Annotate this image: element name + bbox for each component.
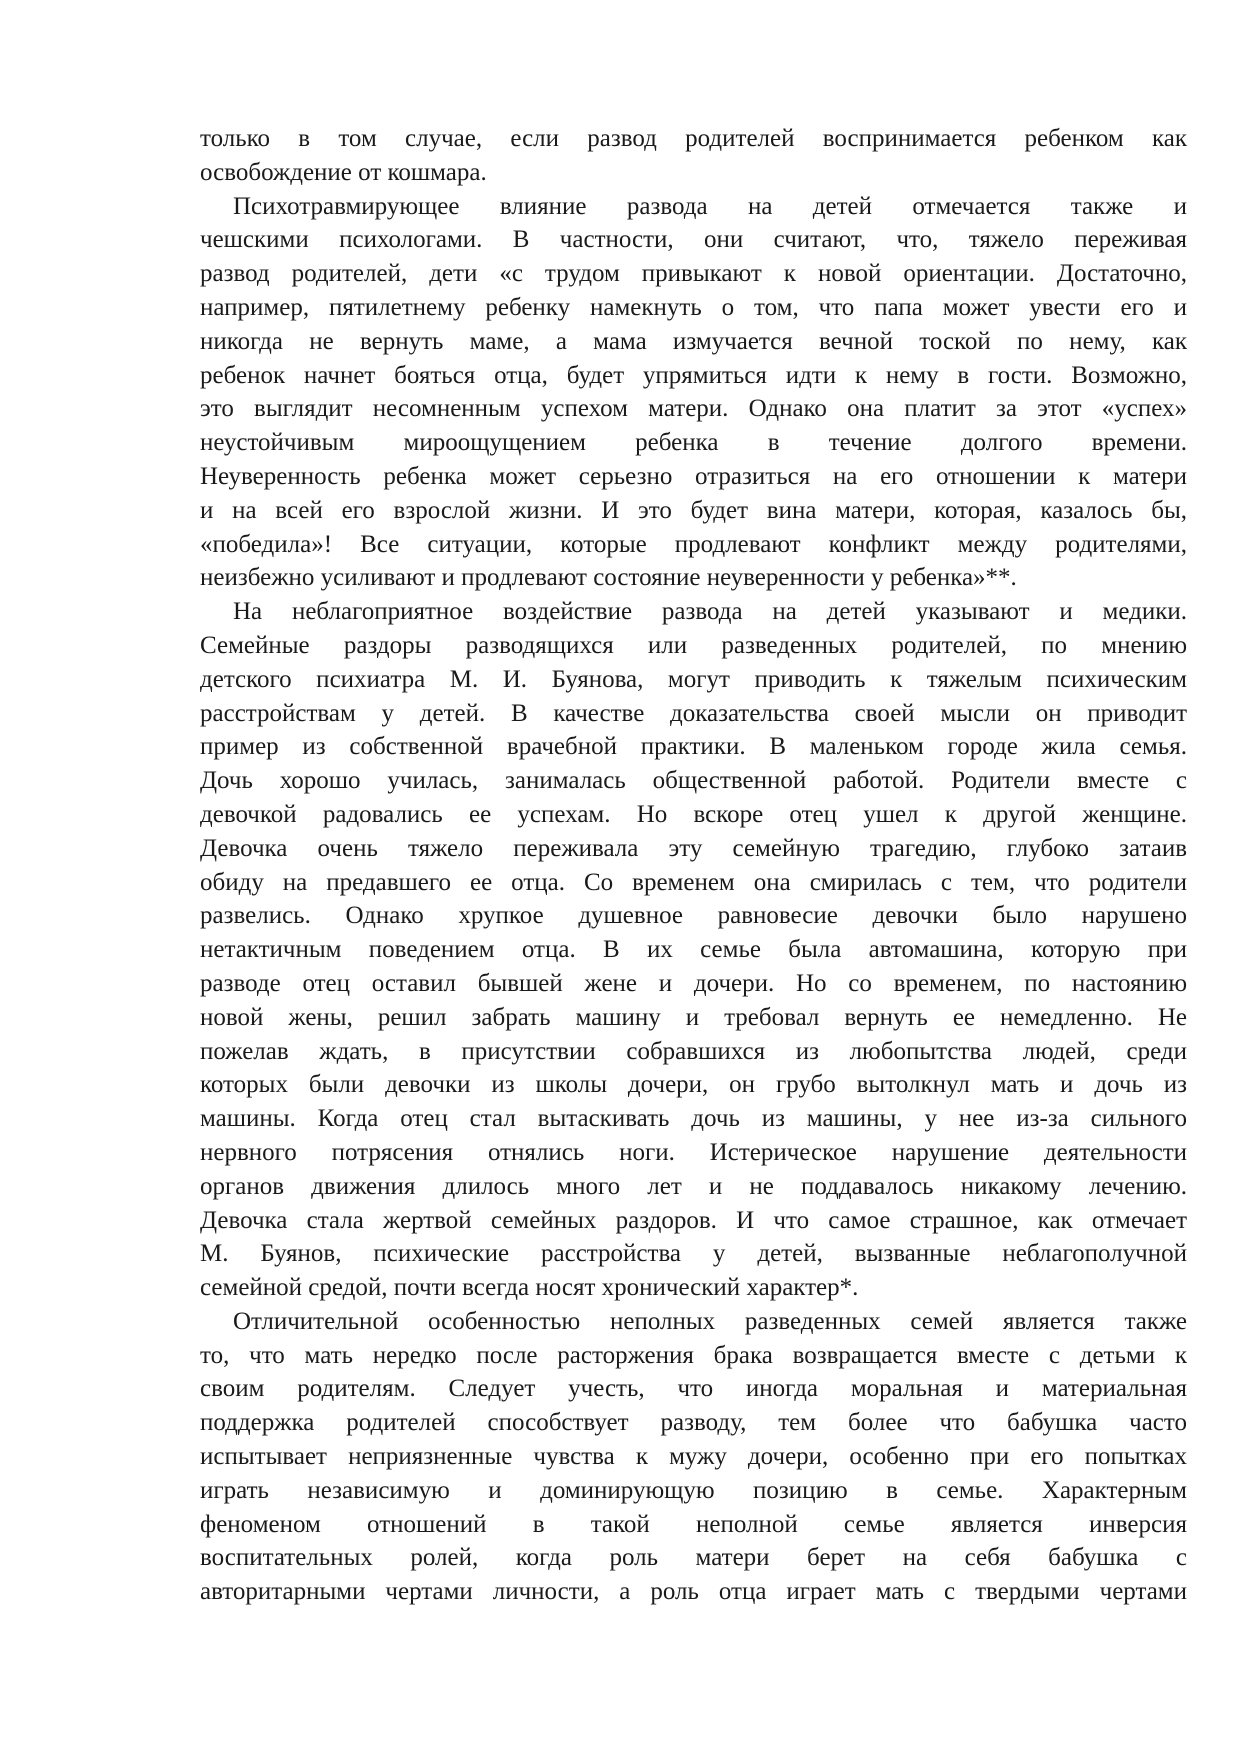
text-line: играть независимую и доминирующую позицию в семье. Характерным (200, 1476, 1187, 1504)
text-line: новой жены, решил забрать машину и требовал вернуть ее немедленно. Не (200, 1003, 1187, 1031)
text-line: детского психиатра М. И. Буянова, могут приводить к тяжелым психическим (200, 665, 1187, 693)
text-line: расстройствам у детей. В качестве доказательства своей мысли он приводит (200, 699, 1187, 727)
paragraph (200, 595, 1187, 1305)
text-line: авторитарными чертами личности, а роль отца играет мать с твердыми чертами (200, 1578, 1187, 1606)
text-line: только в том случае, если развод родителей воспринимается ребенком как (200, 125, 1187, 152)
text-line: разводе отец оставил бывшей жене и дочери. Но со временем, по настоянию (200, 969, 1187, 997)
document-page (200, 122, 1187, 1609)
text-line: своим родителям. Следует учесть, что иногда моральная и материальная (200, 1375, 1187, 1403)
text-line: Отличительной особенностью неполных разведенных семей является также (233, 1307, 1187, 1335)
text-line: поддержка родителей способствует разводу, тем более что бабушка часто (200, 1409, 1187, 1437)
text-line: «победила»! Все ситуации, которые продлевают конфликт между родителями, (200, 530, 1187, 558)
paragraph (200, 1305, 1187, 1609)
text-line: воспитательных ролей, когда роль матери берет на себя бабушка с (200, 1544, 1187, 1572)
text-line: Девочка стала жертвой семейных раздоров. И что самое страшное, как отмечает (200, 1206, 1187, 1234)
paragraph (200, 190, 1187, 596)
text-line: то, что мать нередко после расторжения брака возвращается вместе с детьми к (200, 1341, 1187, 1369)
text-line: освобождение от кошмара. (200, 158, 487, 186)
text-line: ребенок начнет бояться отца, будет упрямиться идти к нему в гости. Возможно, (200, 361, 1187, 389)
text-line: неизбежно усиливают и продлевают состояние неуверенности у ребенка»**. (200, 564, 1017, 592)
text-line: обиду на предавшего ее отца. Со временем она смирилась с тем, что родители (200, 868, 1187, 896)
text-line: На неблагоприятное воздействие развода на детей указывают и медики. (233, 598, 1187, 626)
text-line: например, пятилетнему ребенку намекнуть о том, что папа может увести его и (200, 293, 1187, 321)
text-line: Дочь хорошо училась, занималась общественной работой. Родители вместе с (200, 767, 1187, 795)
text-line: органов движения длилось много лет и не поддавалось никакому лечению. (200, 1172, 1187, 1200)
text-line: семейной средой, почти всегда носят хронический характер*. (200, 1274, 859, 1302)
text-line: неустойчивым мироощущением ребенка в течение долгого времени. (200, 429, 1187, 457)
text-line: пожелав ждать, в присутствии собравшихся из любопытства людей, среди (200, 1037, 1187, 1065)
text-line: Семейные раздоры разводящихся или разведенных родителей, по мнению (200, 631, 1187, 659)
text-line: нервного потрясения отнялись ноги. Истерическое нарушение деятельности (200, 1138, 1187, 1166)
text-line: никогда не вернуть маме, а мама измучается вечной тоской по нему, как (200, 327, 1187, 355)
text-line: девочкой радовались ее успехам. Но вскоре отец ушел к другой женщине. (200, 800, 1187, 828)
text-line: развод родителей, дети «с трудом привыкают к новой ориентации. Достаточно, (200, 260, 1187, 288)
text-line: это выглядит несомненным успехом матери. Однако она платит за этот «успех» (200, 395, 1187, 423)
text-line: которых были девочки из школы дочери, он грубо вытолкнул мать и дочь из (200, 1071, 1187, 1099)
text-line: Неуверенность ребенка может серьезно отразиться на его отношении к матери (200, 462, 1187, 490)
text-line: Психотравмирующее влияние развода на детей отмечается также и (233, 192, 1187, 220)
text-line: М. Буянов, психические расстройства у детей, вызванные неблагополучной (200, 1240, 1187, 1268)
paragraph (200, 122, 1187, 190)
text-line: испытывает неприязненные чувства к мужу дочери, особенно при его попытках (200, 1443, 1187, 1471)
text-line: нетактичным поведением отца. В их семье была автомашина, которую при (200, 936, 1187, 964)
text-line: пример из собственной врачебной практики. В маленьком городе жила семья. (200, 733, 1187, 761)
text-line: развелись. Однако хрупкое душевное равновесие девочки было нарушено (200, 902, 1187, 930)
text-line: Девочка очень тяжело переживала эту семейную трагедию, глубоко затаив (200, 834, 1187, 862)
text-line: машины. Когда отец стал вытаскивать дочь из машины, у нее из-за сильного (200, 1105, 1187, 1133)
text-line: и на всей его взрослой жизни. И это будет вина матери, которая, казалось бы, (200, 496, 1187, 524)
text-line: феноменом отношений в такой неполной семье является инверсия (200, 1510, 1187, 1538)
text-line: чешскими психологами. В частности, они считают, что, тяжело переживая (200, 226, 1187, 254)
